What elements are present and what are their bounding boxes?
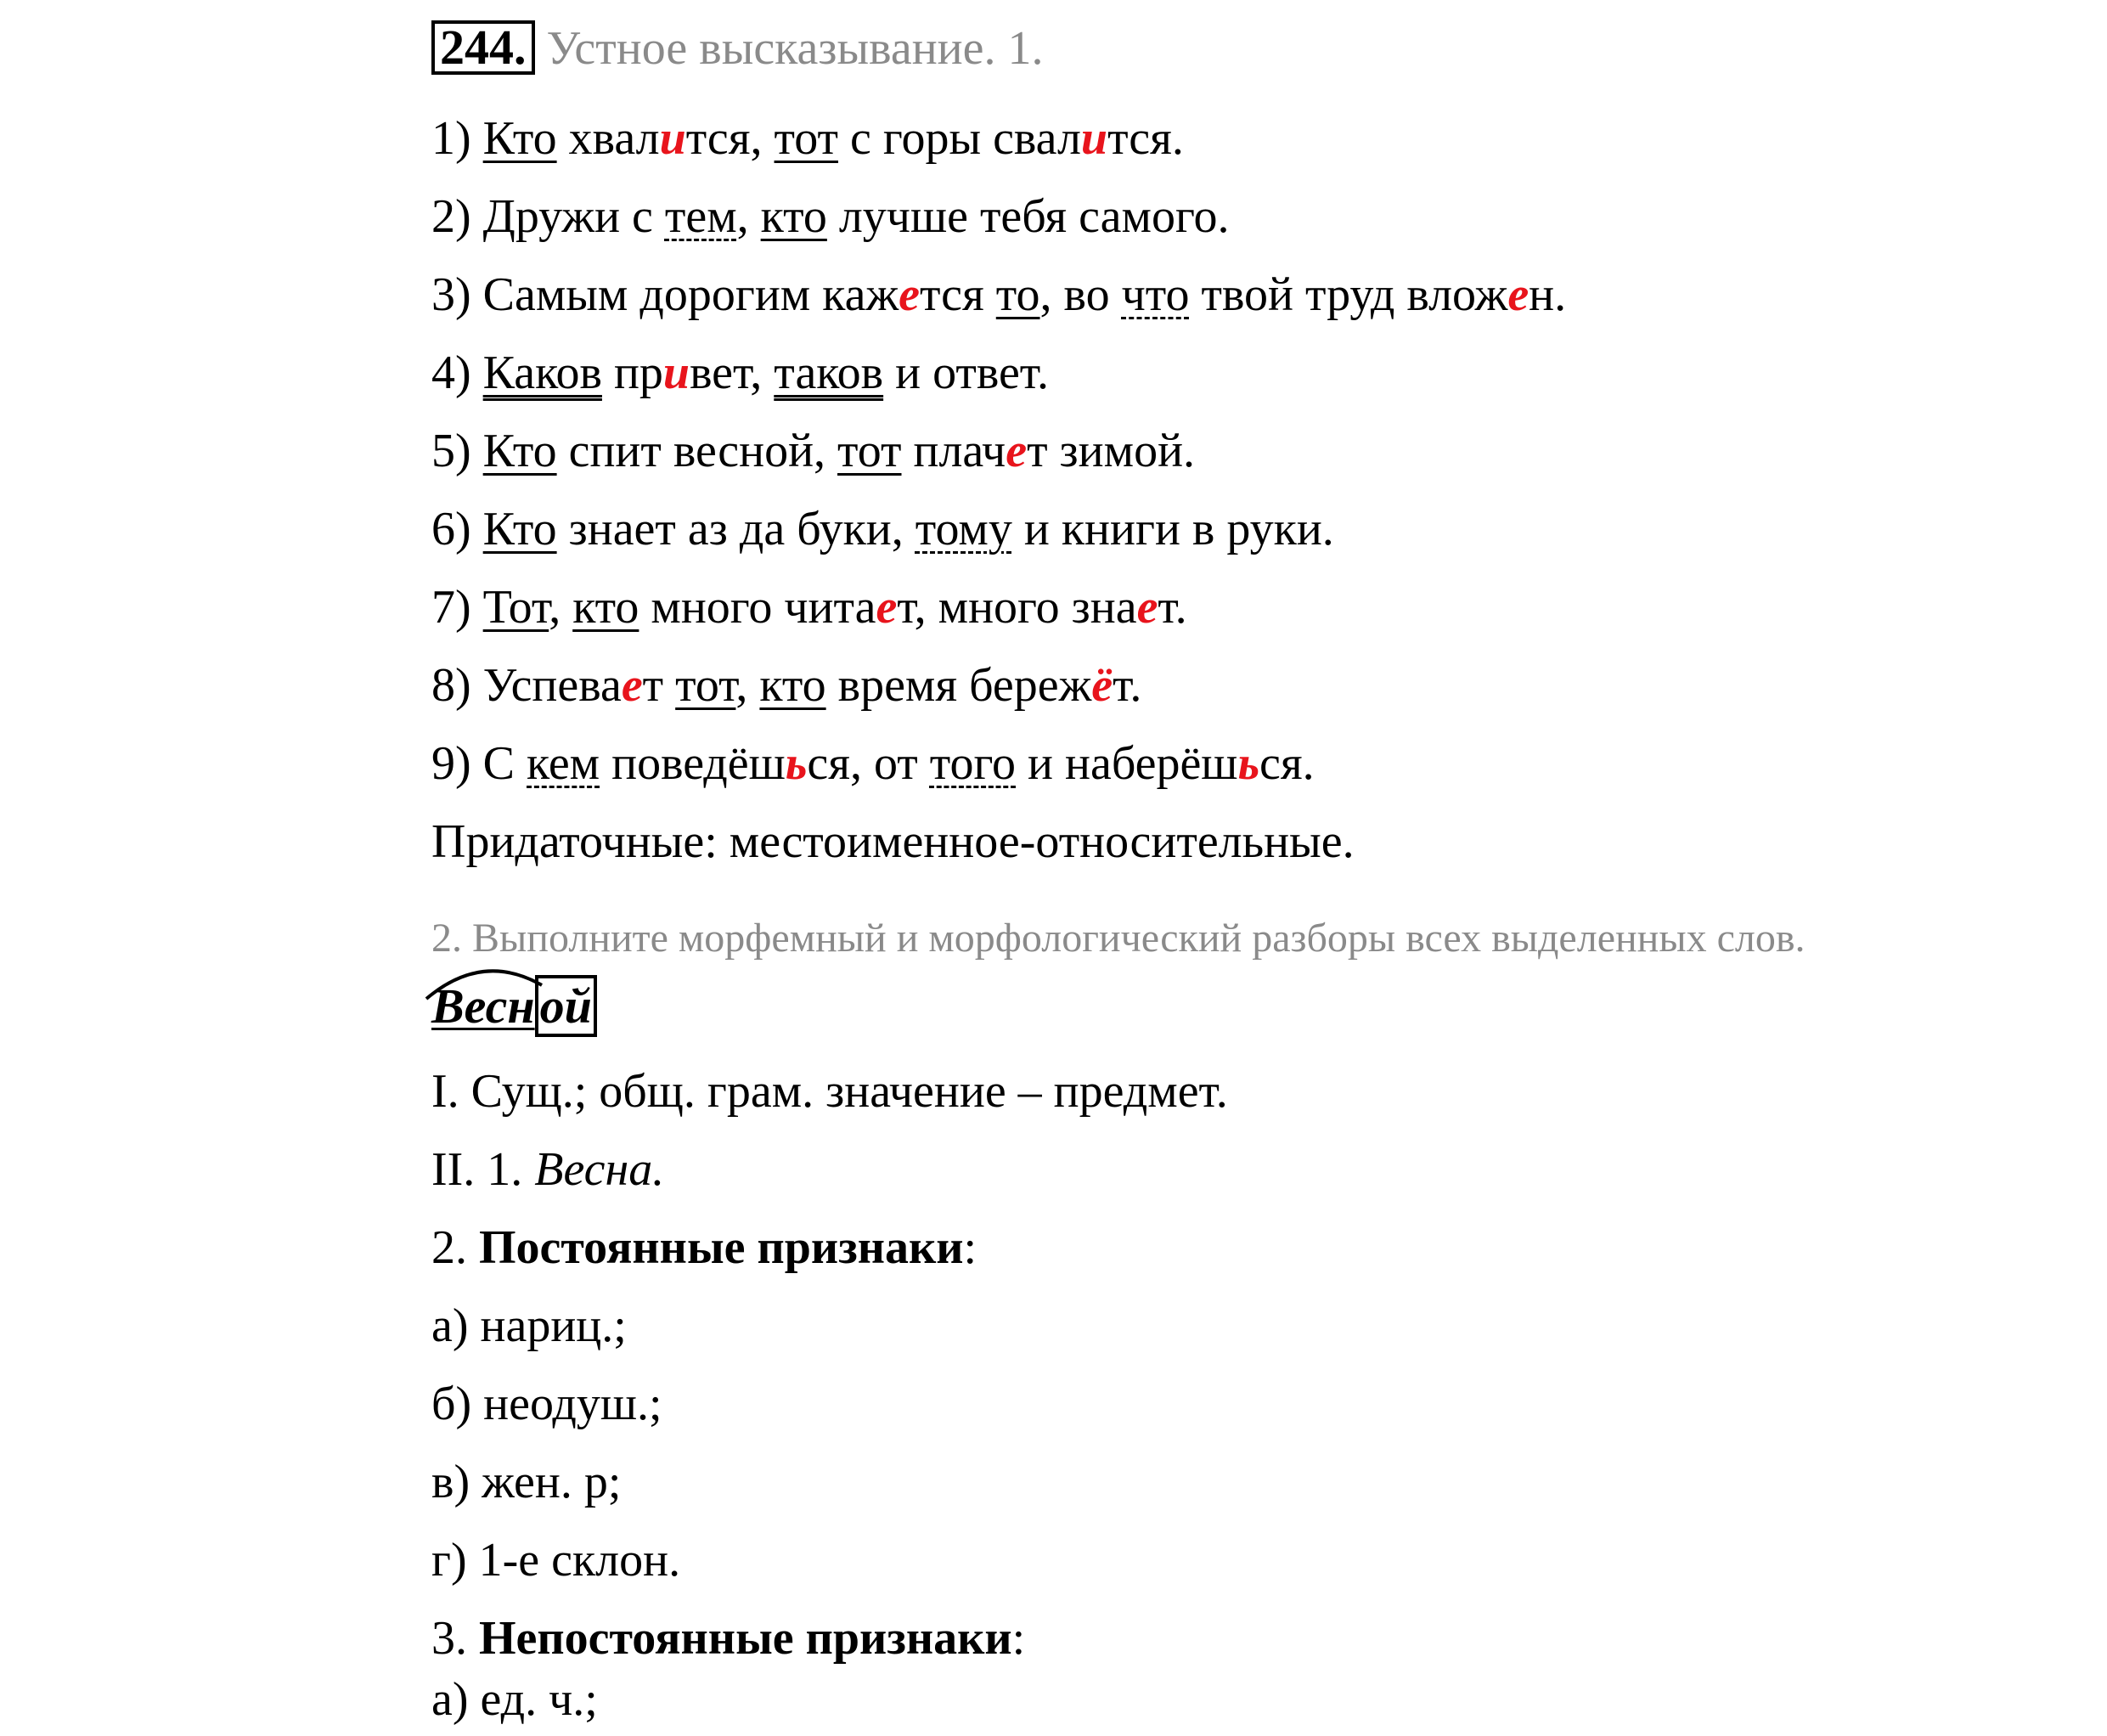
task-2-instruction: 2. Выполните морфемный и морфологический разборы всех выделенных слов. <box>431 916 1806 961</box>
sentence-8: 8) Успевает тот, кто время бережёт. <box>431 659 1142 712</box>
parsed-word <box>431 977 597 1036</box>
sentence-1: 1) Кто хвалится, тот с горы свалится. <box>431 112 1184 165</box>
exercise-number: 244. <box>431 20 535 75</box>
sentence-3: 3) Самым дорогим кажется то, во что твой труд вложен. <box>431 268 1567 321</box>
sentence-9: 9) С кем поведёшься, от того и наберёшься. <box>431 737 1315 790</box>
sentence-2: 2) Дружи с тем, кто лучше тебя самого. <box>431 190 1230 243</box>
parse-line-2: II. 1. Весна. <box>431 1143 665 1196</box>
word-base: Весн <box>431 978 535 1034</box>
exercise-header <box>431 19 1044 78</box>
sentence-4: 4) Каков привет, таков и ответ. <box>431 347 1050 399</box>
word-ending: ой <box>535 975 597 1037</box>
exercise-title: Устное высказывание. 1. <box>546 22 1044 75</box>
parse-line-4: а) нариц.; <box>431 1299 627 1352</box>
sentence-6: 6) Кто знает аз да буки, тому и книги в руки. <box>431 503 1334 555</box>
parse-line-9: а) ед. ч.; <box>431 1673 598 1726</box>
parse-line-7: г) 1-е склон. <box>431 1534 681 1587</box>
sentence-7: 7) Тот, кто много читает, много знает. <box>431 581 1187 634</box>
parse-line-8: 3. Непостоянные признаки: <box>431 1612 1026 1665</box>
parse-line-6: в) жен. р; <box>431 1456 622 1508</box>
parse-line-3: 2. Постоянные признаки: <box>431 1221 977 1274</box>
sentence-5: 5) Кто спит весной, тот плачет зимой. <box>431 425 1196 477</box>
clauses-summary: Придаточные: местоименное-относительные. <box>431 815 1355 868</box>
parse-line-1: I. Сущ.; общ. грам. значение – предмет. <box>431 1065 1228 1118</box>
parse-line-5: б) неодуш.; <box>431 1378 662 1430</box>
